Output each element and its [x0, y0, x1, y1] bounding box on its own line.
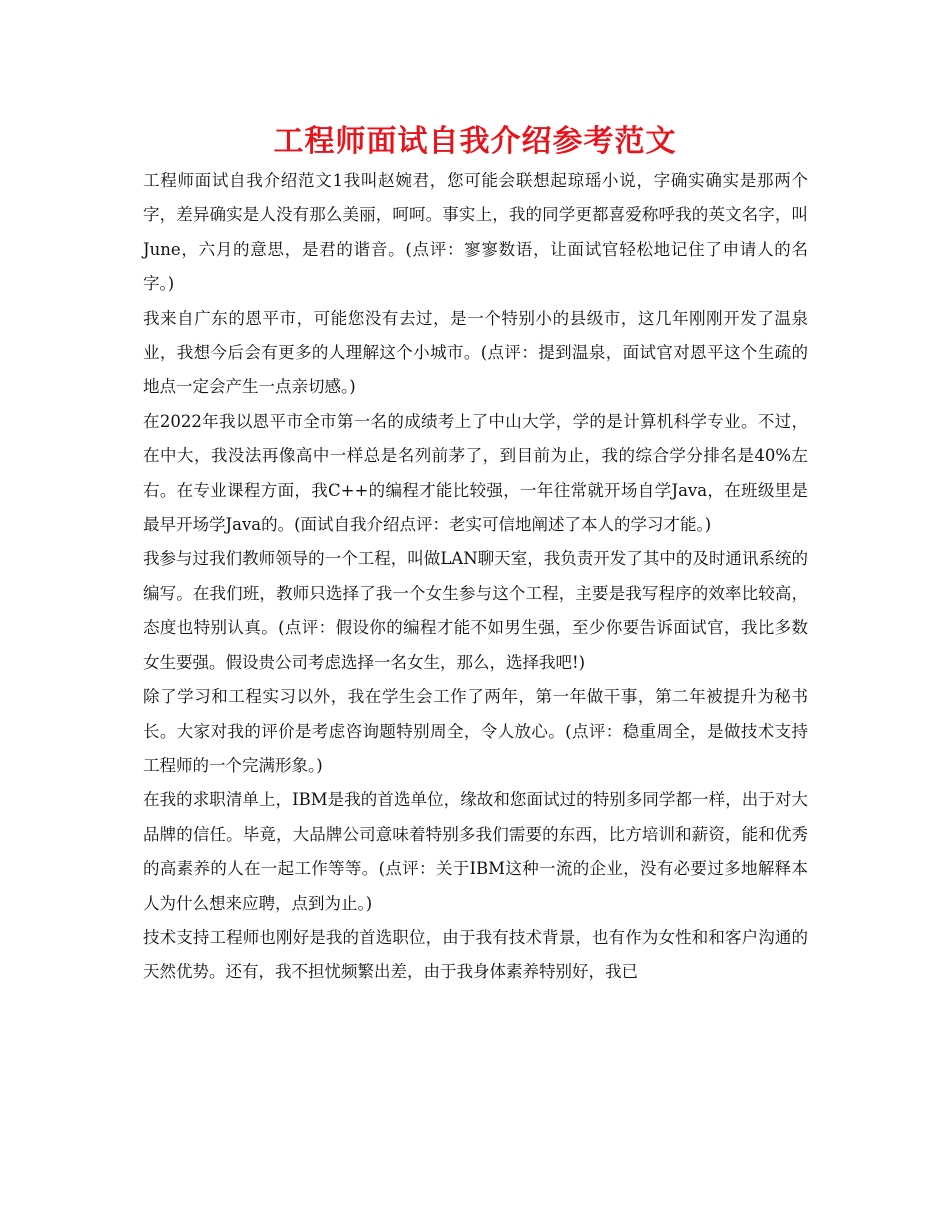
document-body	[143, 164, 808, 990]
paragraph-hometown: 我来自广东的恩平市，可能您没有去过，是一个特别小的县级市，这几年刚刚开发了温泉业，我想今后会有更多的人理解这个小城市。(点评：提到温泉，面试官对恩平这个生疏的地点一定会产生一点亲切感。)	[143, 308, 808, 397]
document-title: 工程师面试自我介绍参考范文	[273, 124, 677, 159]
paragraph-company-choice: 在我的求职清单上，IBM是我的首选单位，缘故和您面试过的特别多同学都一样，出于对大品牌的信任。毕竟，大品牌公司意味着特别多我们需要的东西，比方培训和薪资，能和优秀的高素养的人在一起工作等等。(点评：关于IBM这种一流的企业，没有必要过多地解释本人为什么想来应聘，点到为止。)	[143, 790, 808, 913]
paragraph-project: 我参与过我们教师领导的一个工程，叫做LAN聊天室，我负责开发了其中的及时通讯系统的编写。在我们班，教师只选择了我一个女生参与这个工程，主要是我写程序的效率比较高，态度也特别认真。(点评：假设你的编程才能不如男生强，至少你要告诉面试官，我比多数女生要强。假设贵公司考虑选择一名女生，那么，选择我吧!)	[143, 549, 808, 672]
paragraph-education: 在2022年我以恩平市全市第一名的成绩考上了中山大学，学的是计算机科学专业。不过，在中大，我没法再像高中一样总是名列前茅了，到目前为止，我的综合学分排名是40%左右。在专业课程方面，我C++的编程才能比较强，一年往常就开场自学Java，在班级里是最早开场学Java的。(面试自我介绍点评：老实可信地阐述了本人的学习才能。)	[143, 411, 808, 535]
paragraph-student-union: 除了学习和工程实习以外，我在学生会工作了两年，第一年做干事，第二年被提升为秘书长。大家对我的评价是考虑咨询题特别周全，令人放心。(点评：稳重周全，是做技术支持工程师的一个完满形象。)	[143, 687, 808, 775]
paragraph-intro-name: 工程师面试自我介绍范文1我叫赵婉君，您可能会联想起琼瑶小说，字确实确实是那两个字，差异确实是人没有那么美丽，呵呵。事实上，我的同学更都喜爱称呼我的英文名字，叫June，六月的意思，是君的谐音。(点评：寥寥数语，让面试官轻松地记住了申请人的名字。)	[143, 171, 808, 294]
paragraph-position-choice: 技术支持工程师也刚好是我的首选职位，由于我有技术背景，也有作为女性和和客户沟通的天然优势。还有，我不担忧频繁出差，由于我身体素养特别好，我已	[143, 927, 808, 982]
